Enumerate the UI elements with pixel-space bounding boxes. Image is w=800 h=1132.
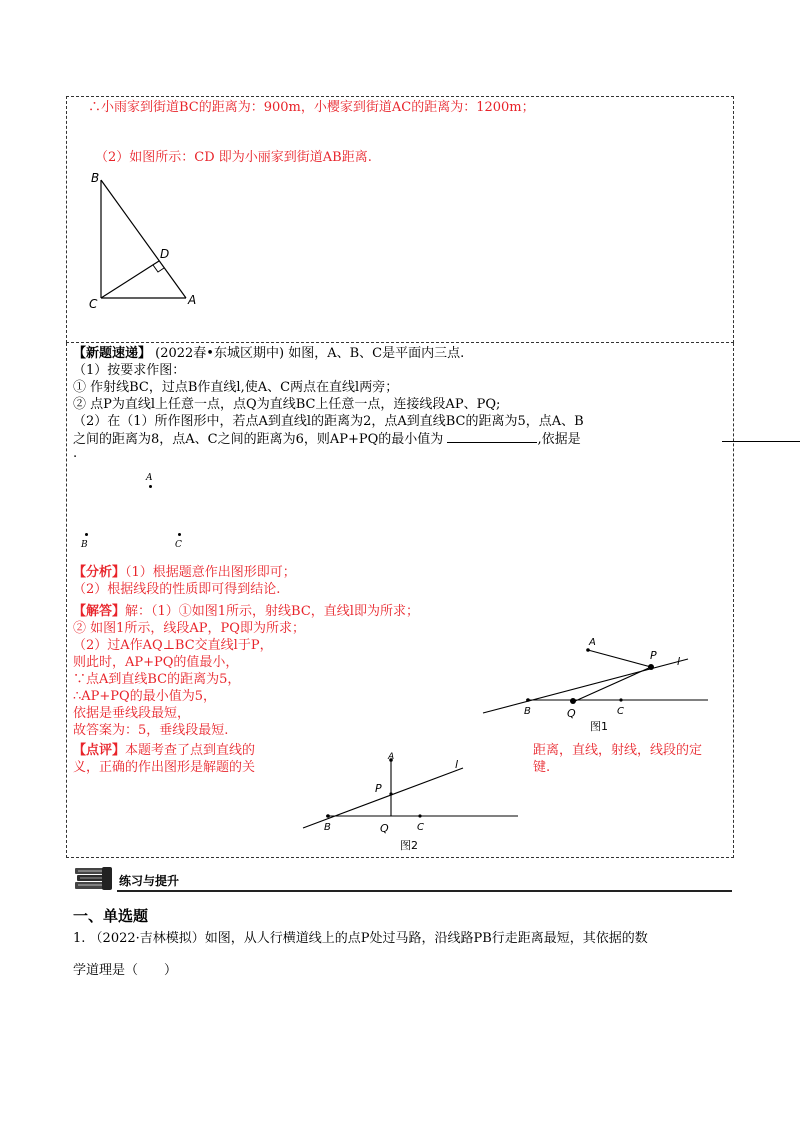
answer-blank-2[interactable] — [722, 441, 800, 442]
answer-blank-1[interactable] — [447, 430, 537, 443]
problem-q2-line2 — [73, 430, 581, 448]
point-C-dot — [178, 533, 181, 536]
problem-intro: 如图，A、B、C是平面内三点. — [288, 346, 465, 361]
problem-tag: 【新题速递】 — [73, 346, 152, 361]
question-1-line1 — [73, 930, 648, 947]
fig2-label-Q: Q — [380, 822, 389, 835]
problem-q2-end: . — [73, 446, 78, 461]
problem-q2-line1: （2）在（1）所作图形中，若点A到直线l的距离为2，点A到直线BC的距离为5，点A、B — [73, 414, 584, 429]
solution-line6: ∴AP+PQ的最小值为5， — [73, 689, 216, 704]
label-B: B — [91, 171, 100, 185]
problem-q2-text: 之间的距离为8，点A、C之间的距离为6，则AP+PQ的最小值为 — [73, 432, 444, 447]
figure-2 — [298, 750, 523, 855]
solution-tag: 【解答】 — [73, 604, 126, 619]
label-A: A — [188, 293, 197, 307]
answer-line-distances: ∴小雨家到街道BC的距离为：900m，小樱家到街道AC的距离为：1200m； — [88, 100, 535, 115]
problem-q1: （1）按要求作图： — [73, 363, 186, 378]
point-C-label: C — [175, 540, 182, 550]
fig1-label-l: l — [677, 655, 681, 668]
comment-line1b: 距离，直线，射线，线段的定 — [533, 743, 703, 758]
section-heading: 一、单选题 — [73, 907, 149, 925]
banner-divider — [117, 890, 732, 892]
comment-line2b: 键. — [533, 760, 551, 775]
analysis-line2: （2）根据线段的性质即可得到结论. — [73, 582, 281, 597]
point-B-dot — [85, 533, 88, 536]
solution-line1 — [73, 603, 419, 620]
question-1-text: （2022·吉林模拟）如图，从人行横道线上的点P处过马路，沿线路PB行走距离最短，其依据的数 — [89, 931, 648, 946]
fig1-label-A: A — [589, 637, 596, 648]
banner-title: 练习与提升 — [119, 874, 180, 888]
fig1-label-B: B — [524, 706, 531, 717]
figure-1 — [478, 632, 713, 737]
fig1-caption: 图1 — [590, 720, 608, 733]
problem-step1: ① 作射线BC，过点B作直线l,使A、C两点在直线l两旁； — [73, 380, 399, 395]
comment-line1 — [73, 742, 255, 759]
comment-text-1a: 本题考查了点到直线的 — [125, 743, 256, 758]
question-1-line2: 学道理是（ ） — [73, 963, 178, 978]
fig1-label-P: P — [650, 649, 657, 662]
fig2-label-l: l — [455, 758, 459, 771]
comment-line2: 义，正确的作出图形是解题的关 — [73, 760, 256, 775]
fig1-label-C: C — [617, 706, 624, 717]
solution-line2: ② 如图1所示，线段AP，PQ即为所求； — [73, 621, 305, 636]
point-A-dot — [149, 485, 152, 488]
fig2-caption: 图2 — [400, 839, 418, 852]
fig1-label-Q: Q — [567, 707, 576, 720]
point-B-label: B — [81, 540, 88, 550]
analysis-tag: 【分析】 — [73, 565, 126, 580]
solution-line8: 故答案为：5，垂线段最短. — [73, 723, 229, 738]
problem-source: (2022春•东城区期中) — [155, 346, 285, 361]
label-D: D — [160, 247, 170, 261]
comment-tag: 【点评】 — [73, 743, 126, 758]
analysis-text-1: （1）根据题意作出图形即可； — [125, 565, 296, 580]
question-1-number: 1. — [73, 931, 86, 946]
fig2-label-B: B — [324, 822, 331, 833]
books-icon — [72, 864, 116, 894]
label-C: C — [89, 297, 98, 311]
problem-q2-basis: ,依据是 — [537, 432, 581, 447]
point-A-label: A — [146, 473, 153, 483]
solution-line3: （2）过A作AQ⊥BC交直线l于P， — [73, 638, 273, 653]
solution-line4: 则此时，AP+PQ的值最小， — [73, 655, 239, 670]
solution-line5: ∵点A到直线BC的距离为5， — [73, 672, 241, 687]
problem-header — [73, 345, 464, 362]
section-banner — [72, 864, 732, 894]
fig2-label-P: P — [375, 782, 382, 795]
solution-line7: 依据是垂线段最短， — [73, 706, 191, 721]
fig2-label-C: C — [417, 822, 424, 833]
solution-text-1: 解：（1）①如图1所示，射线BC，直线l即为所求； — [125, 604, 419, 619]
answer-line-cd: （2）如图所示：CD 即为小丽家到街道AB距离. — [95, 150, 372, 165]
right-triangle-figure — [86, 168, 206, 313]
fig2-label-A: A — [388, 752, 395, 762]
problem-step2: ② 点P为直线l上任意一点，点Q为直线BC上任意一点，连接线段AP、PQ; — [73, 397, 501, 412]
analysis-line1 — [73, 564, 296, 581]
